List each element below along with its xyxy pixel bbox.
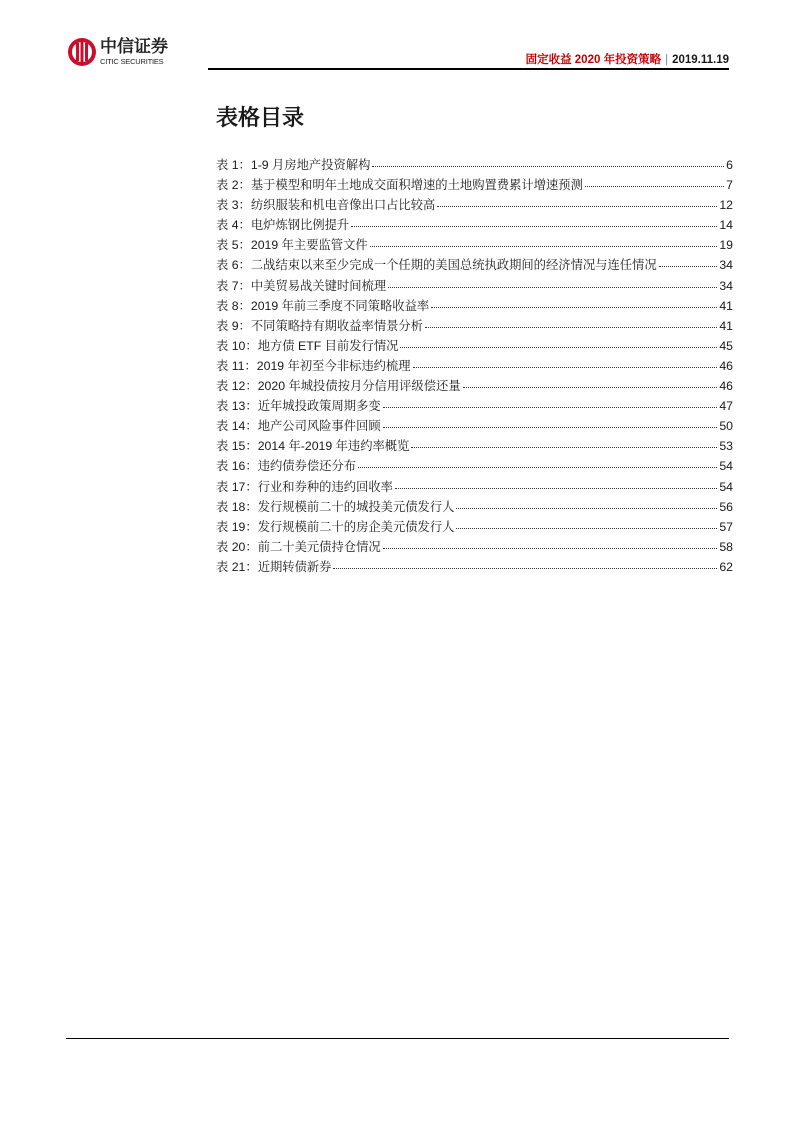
toc-entry-page: 46: [719, 358, 733, 373]
toc-entry-label: 表 19：发行规模前二十的房企美元债发行人: [216, 519, 455, 534]
header-separator: |: [665, 54, 669, 66]
toc-entry-page: 46: [719, 379, 733, 394]
toc-entry-page: 41: [719, 298, 733, 313]
toc-entry-page: 53: [719, 439, 733, 454]
toc-entry-page: 50: [719, 419, 733, 434]
toc-entry-label: 表 14：地产公司风险事件回顾: [216, 419, 381, 434]
toc-entry-label: 表 16：违约债券偿还分布: [216, 459, 357, 474]
toc-leader-dots: [358, 467, 717, 468]
toc-entry-label: 表 10：地方债 ETF 目前发行情况: [216, 338, 399, 353]
toc-entry[interactable]: [216, 436, 733, 456]
toc-entry[interactable]: [216, 356, 733, 376]
toc-leader-dots: [351, 226, 717, 227]
toc-entry-page: 34: [719, 258, 733, 273]
toc-entry-label: 表 15：2014 年-2019 年违约率概览: [216, 439, 410, 454]
toc-entry-page: 6: [726, 158, 733, 172]
toc-leader-dots: [411, 447, 717, 448]
toc-entry[interactable]: [216, 336, 733, 356]
toc-entry-label: 表 17：行业和券种的违约回收率: [216, 479, 393, 494]
toc-entry-label: 表 18：发行规模前二十的城投美元债发行人: [216, 499, 455, 514]
toc-entry[interactable]: [216, 316, 733, 336]
toc-entry-label: 表 13：近年城投政策周期多变: [216, 399, 381, 414]
toc-leader-dots: [463, 387, 718, 388]
toc-entry-label: 表 8：2019 年前三季度不同策略收益率: [216, 298, 430, 313]
toc-entry-label: 表 9：不同策略持有期收益率情景分析: [216, 318, 424, 333]
toc-entry[interactable]: [216, 456, 733, 476]
toc-entry-label: 表 5：2019 年主要监管文件: [216, 238, 368, 253]
logo-english-name: CITIC SECURITIES: [100, 56, 164, 66]
toc-entry-label: 表 3：纺织服装和机电音像出口占比较高: [216, 198, 436, 213]
toc-entry[interactable]: [216, 296, 733, 316]
toc-entry-page: 14: [719, 218, 733, 233]
toc-entry-page: 47: [719, 399, 733, 414]
toc-entry-page: 34: [719, 278, 733, 293]
toc-entry[interactable]: [216, 255, 733, 275]
toc-leader-dots: [437, 206, 717, 207]
toc-leader-dots: [456, 528, 717, 529]
toc-entry[interactable]: [216, 376, 733, 396]
toc-entry-page: 54: [719, 479, 733, 494]
report-title: 固定收益 2020 年投资策略: [525, 54, 662, 66]
toc-entry[interactable]: [216, 215, 733, 235]
toc-entry-page: 54: [719, 459, 733, 474]
toc-leader-dots: [383, 548, 718, 549]
toc-entry-label: 表 12：2020 年城投债按月分信用评级偿还量: [216, 379, 461, 394]
toc-entry[interactable]: [216, 517, 733, 537]
toc-leader-dots: [370, 246, 718, 247]
toc-entry[interactable]: [216, 396, 733, 416]
toc-entry-label: 表 6：二战结束以来至少完成一个任期的美国总统执政期间的经济情况与连任情况: [216, 258, 657, 273]
toc-leader-dots: [395, 488, 717, 489]
toc-leader-dots: [400, 347, 717, 348]
toc-entry[interactable]: [216, 477, 733, 497]
toc-entry[interactable]: [216, 276, 733, 296]
toc-entry[interactable]: [216, 195, 733, 215]
citic-logo: [67, 37, 168, 67]
toc-entry-label: 表 4：电炉炼钢比例提升: [216, 218, 350, 233]
toc-leader-dots: [383, 427, 718, 428]
toc-entry-label: 表 11：2019 年初至今非标违约梳理: [216, 358, 411, 373]
toc-entry-label: 表 2：基于模型和明年土地成交面积增速的土地购置费累计增速预测: [216, 178, 583, 193]
toc-entry[interactable]: [216, 557, 733, 577]
toc-entry-page: 56: [719, 499, 733, 514]
toc-entry[interactable]: [216, 537, 733, 557]
toc-leader-dots: [431, 307, 717, 308]
toc-leader-dots: [388, 287, 717, 288]
toc-entry-page: 19: [719, 238, 733, 253]
toc-entry[interactable]: [216, 175, 733, 195]
toc-entry-label: 表 20：前二十美元债持仓情况: [216, 539, 381, 554]
toc-entry-label: 表 21：近期转债新券: [216, 559, 332, 574]
toc-entry-label: 表 7：中美贸易战关键时间梳理: [216, 278, 387, 293]
toc-entry-page: 7: [726, 178, 733, 193]
toc-leader-dots: [425, 327, 717, 328]
toc-leader-dots: [383, 407, 718, 408]
toc-leader-dots: [372, 166, 724, 167]
toc-leader-dots: [659, 266, 718, 267]
toc-entry-page: 41: [719, 318, 733, 333]
toc-entry[interactable]: [216, 235, 733, 255]
toc-entry-page: 58: [719, 539, 733, 554]
toc-leader-dots: [413, 367, 718, 368]
footer-divider: [66, 1038, 729, 1039]
citic-logo-icon: [67, 37, 97, 67]
toc-leader-dots: [585, 186, 724, 187]
toc-leader-dots: [333, 568, 717, 569]
toc-entry-page: 45: [719, 338, 733, 353]
toc-entry-page: 12: [719, 198, 733, 213]
toc-leader-dots: [456, 508, 717, 509]
toc-entry-label: 表 1：1-9 月房地产投资解构: [216, 158, 371, 172]
toc-entry-page: 57: [719, 519, 733, 534]
toc-entry[interactable]: [216, 497, 733, 517]
header-divider: [208, 68, 729, 70]
toc-entry[interactable]: [216, 155, 733, 175]
table-of-contents: [216, 155, 733, 577]
page-title: 表格目录: [216, 105, 305, 130]
logo-chinese-name: 中信证券: [100, 36, 168, 57]
toc-entry-page: 62: [719, 559, 733, 574]
toc-entry[interactable]: [216, 416, 733, 436]
report-date: 2019.11.19: [672, 54, 729, 66]
header-info: [526, 51, 729, 67]
